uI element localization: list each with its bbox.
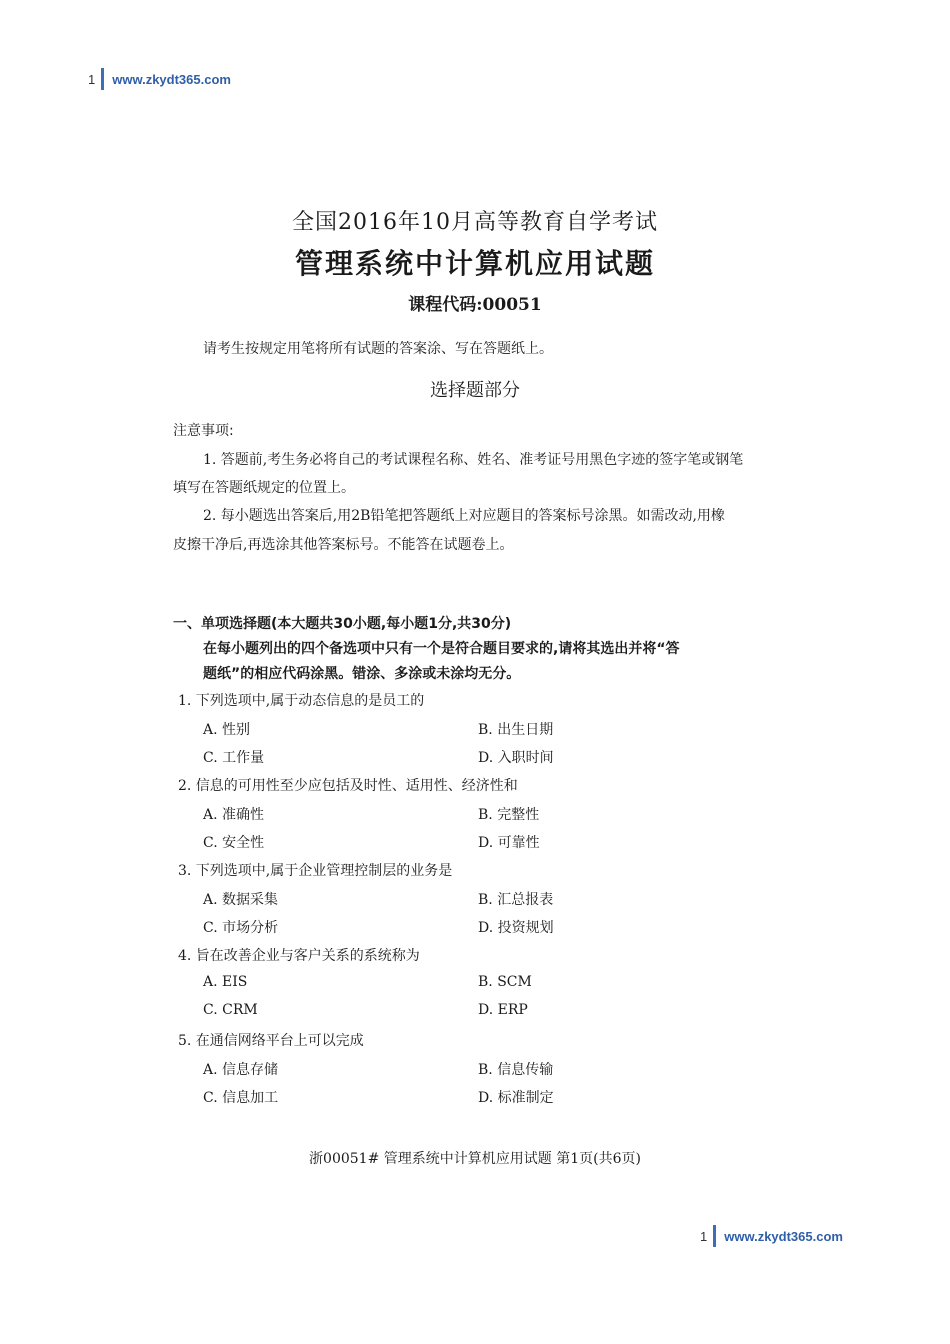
page-footer-text: 浙00051# 管理系统中计算机应用试题 第1页(共6页) [309,1151,641,1167]
option-a: A. 性别 [203,722,251,738]
option-c: C. 工作量 [203,750,265,766]
header-site-link[interactable]: www.zkydt365.com [112,71,231,87]
option-c: C. 信息加工 [203,1090,279,1106]
option-d: D. 可靠性 [478,835,540,851]
course-code: 课程代码:00051 [408,295,542,315]
question-stem: 5. 在通信网络平台上可以完成 [178,1033,364,1049]
question-stem: 4. 旨在改善企业与客户关系的系统称为 [178,948,420,964]
option-b: B. 完整性 [478,807,540,823]
subject-title: 管理系统中计算机应用试题 [294,247,655,280]
header-divider [101,68,104,90]
exam-title: 全国2016年10月高等教育自学考试 [292,210,658,235]
header-page-number: 1 [88,71,96,87]
part-heading: 一、单项选择题(本大题共30小题,每小题1分,共30分) [173,616,512,632]
option-c: C. CRM [203,1002,258,1018]
option-a: A. 准确性 [203,807,265,823]
option-a: A. 数据采集 [203,892,279,908]
part-description-cont: 题纸”的相应代码涂黑。错涂、多涂或未涂均无分。 [203,666,521,682]
notice-item-2-cont: 皮擦干净后,再选涂其他答案标号。不能答在试题卷上。 [173,537,514,553]
option-d: D. 入职时间 [478,750,554,766]
footer-site-link[interactable]: www.zkydt365.com [724,1228,843,1244]
question-stem: 3. 下列选项中,属于企业管理控制层的业务是 [178,863,453,879]
footer-page-number: 1 [700,1228,708,1244]
notice-item-2: 2. 每小题选出答案后,用2B铅笔把答题纸上对应题目的答案标号涂黑。如需改动,用橡 [203,508,725,524]
question-stem: 2. 信息的可用性至少应包括及时性、适用性、经济性和 [178,778,518,794]
option-d: D. 标准制定 [478,1090,554,1106]
question-stem: 1. 下列选项中,属于动态信息的是员工的 [178,693,425,709]
option-b: B. SCM [478,974,532,990]
notice-item-1: 1. 答题前,考生务必将自己的考试课程名称、姓名、准考证号用黑色字迹的签字笔或钢笔 [203,452,744,468]
notice-heading: 注意事项: [173,423,234,439]
footer-divider [713,1225,716,1247]
option-c: C. 安全性 [203,835,265,851]
part-description: 在每小题列出的四个备选项中只有一个是符合题目要求的,请将其选出并将“答 [203,641,680,657]
option-b: B. 信息传输 [478,1062,554,1078]
option-d: D. ERP [478,1002,528,1018]
option-b: B. 汇总报表 [478,892,554,908]
section-title: 选择题部分 [430,380,520,401]
page-header [88,68,231,90]
page-footer [700,1225,843,1247]
notice-item-1-cont: 填写在答题纸规定的位置上。 [173,480,355,496]
option-c: C. 市场分析 [203,920,279,936]
option-b: B. 出生日期 [478,722,554,738]
option-d: D. 投资规划 [478,920,554,936]
option-a: A. EIS [203,974,248,990]
option-a: A. 信息存储 [203,1062,279,1078]
instruction-text: 请考生按规定用笔将所有试题的答案涂、写在答题纸上。 [203,341,553,357]
